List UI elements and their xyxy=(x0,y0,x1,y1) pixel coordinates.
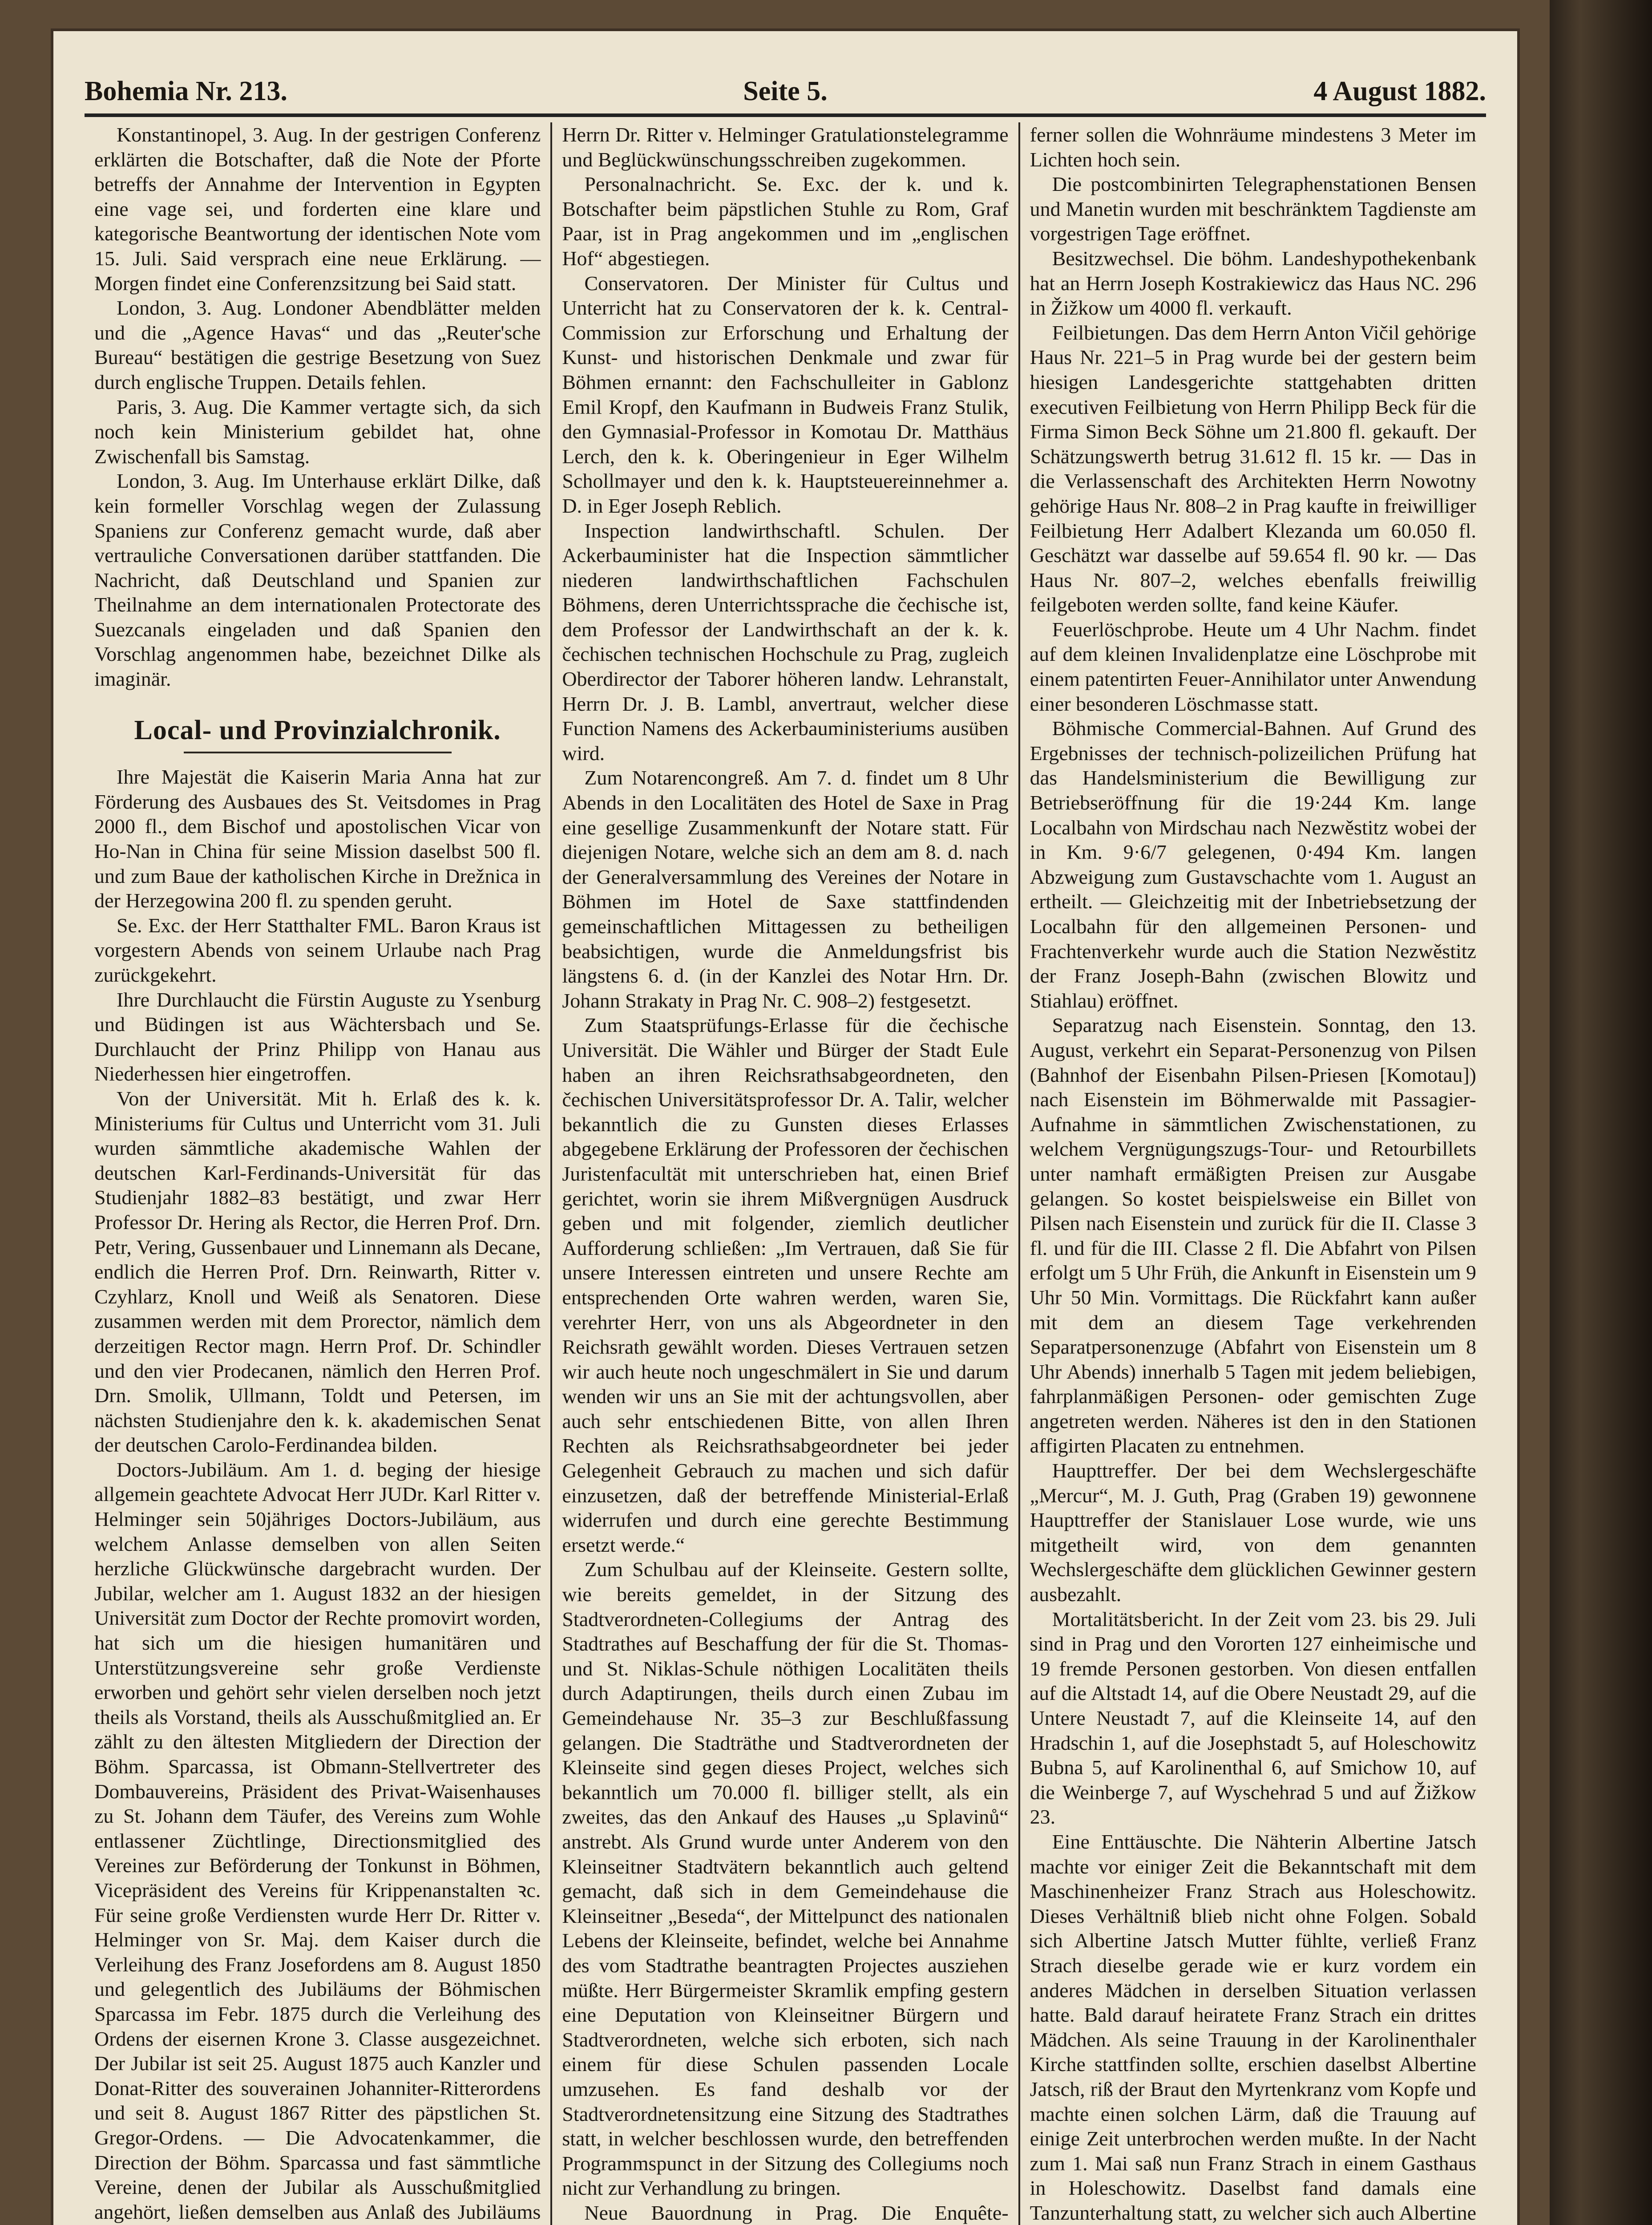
news-mortalitaet: Mortalitätsbericht. In der Zeit vom 23. bis 29. Juli sind in Prag und den Vororten 127 einheimische und 19 fremde Personen gestorben. Von diesen entfallen auf die Altstadt 14, auf die Obere Neustadt 29, auf die Untere Neustadt 7, auf die Kleinseite 14, auf den Hradschin 1, auf die Josephstadt 5, auf Holeschowitz Bubna 5, auf Karolinenthal 6, auf Smichow 10, auf die Weinberge 7, auf Wyschehrad 5 und auf Žižkow 23. xyxy=(1030,1607,1476,1829)
news-feilbietungen: Feilbietungen. Das dem Herrn Anton Vičil gehörige Haus Nr. 221–5 in Prag wurde bei der gestern beim hiesigen Landesgerichte stattgehabten dritten executiven Feilbietung von Herrn Philipp Beck für die Firma Simon Beck Söhne um 21.800 fl. gekauft. Der Schätzungswerth betrug 31.612 fl. 15 kr. — Das in die Verlassenschaft des Architekten Herrn Nowotny gehörige Haus Nr. 808–2 in Prag kaufte in freiwilliger Feilbietung Herr Adalbert Klezanda um 60.050 fl. Geschätzt war dasselbe auf 59.654 fl. 90 kr. — Das Haus Nr. 807–2, welches ebenfalls freiwillig feilgeboten werden sollte, fand keine Käufer. xyxy=(1030,321,1476,616)
news-personalnachricht: Personalnachricht. Se. Exc. der k. und k. Botschafter beim päpstlichen Stuhle zu Rom, Graf Paar, ist in Prag angekommen und im „englischen Hof“ abgestiegen. xyxy=(562,173,1009,270)
section-rule xyxy=(184,752,452,753)
article-columns xyxy=(85,122,1486,2225)
page-header xyxy=(85,60,1486,117)
header-page-number: Seite 5. xyxy=(743,76,828,106)
news-feuerloeschprobe: Feuerlöschprobe. Heute um 4 Uhr Nachm. findet auf dem kleinen Invalidenplatze eine Löschprobe mit einem patentirten Feuer-Annihilator unter Anwendung einer besonderen Löschmasse statt. xyxy=(1030,618,1476,715)
news-inspection: Inspection landwirthschaftl. Schulen. Der Ackerbauminister hat die Inspection sämmtlicher niederen landwirthschaftlichen Fachschulen Böhmens, deren Unterrichtssprache die čechische ist, dem Professor der Landwirthschaft an der k. k. čechischen technischen Hochschule zu Prag, zugleich Oberdirector der Taborer höheren landw. Lehranstalt, Herrn Dr. J. B. Lambl, anvertraut, welcher diese Function Namens des Ackerbauministeriums ausüben wird. xyxy=(562,519,1009,765)
news-schulbau: Zum Schulbau auf der Kleinseite. Gestern sollte, wie bereits gemeldet, in der Sitzung des Stadtverordneten-Collegiums der Antrag des Stadtrathes auf Beschaffung der für die St. Thomas- und St. Niklas-Schule nöthigen Localitäten theils durch Adaptirungen, theils durch einen Zubau im Gemeindehause Nr. 35–3 zur Beschlußfassung gelangen. Die Stadträthe und Stadtverordneten der Kleinseite sind gegen dieses Project, welches sich bekanntlich um 70.000 fl. billiger stellt, als ein zweites, das den Ankauf des Hauses „u Splavinů“ anstrebt. Als Grund wurde unter Anderem von den Kleinseitner Stadtvätern bekanntlich auch geltend gemacht, daß sich in dem Gemeindehause die Kleinseitner „Beseda“, der Mittelpunct des nationalen Lebens der Kleinseite, befindet, welche bei Annahme des vom Stadtrathe beantragten Projectes ausziehen müßte. Herr Bürgermeister Skramlik empfing gestern eine Deputation von Kleinseitner Bürgern und Stadtverordneten, welche sich erboten, sich nach einem für diese Schulen passenden Locale umzusehen. Es fand deshalb vor der Stadtverordnetensitzung eine Sitzung des Stadtrathes statt, in welcher beschlossen wurde, den betreffenden Programmspunct in der Sitzung des Collegiums noch nicht zur Verhandlung zu bringen. xyxy=(562,1558,1009,2200)
column-2 xyxy=(550,122,1018,2225)
news-haupttreffer: Haupttreffer. Der bei dem Wechslergeschäfte „Mercur“, M. J. Guth, Prag (Graben 19) gewonnene Haupttreffer der Stanislauer Lose wurde, wie uns mitgetheilt wird, von dem genannten Wechslergeschäfte dem glücklichen Gewinner gestern ausbezahlt. xyxy=(1030,1459,1476,1606)
news-statthalter: Se. Exc. der Herr Statthalter FML. Baron Kraus ist vorgestern Abends von seinem Urlaube nach Prag zurückgekehrt. xyxy=(94,914,541,986)
section-title: Local- und Provinzialchronik. xyxy=(134,715,501,745)
column-1 xyxy=(85,122,550,2225)
news-kaiserin: Ihre Majestät die Kaiserin Maria Anna hat zur Förderung des Ausbaues des St. Veitsdomes in Prag 2000 fl., dem Bischof und apostolischen Vicar von Ho-Nan in China für seine Mission daselbst 500 fl. und zum Baue der katholischen Kirche in Drežnica in der Herzegowina 200 fl. zu spenden geruht. xyxy=(94,765,541,912)
news-doctors-jubilaeum: Doctors-Jubiläum. Am 1. d. beging der hiesige allgemein geachtete Advocat Herr JUDr. Karl Ritter v. Helminger sein 50jähriges Doctors-Jubiläum, aus welchem Anlasse demselben von allen Seiten herzliche Glückwünsche dargebracht wurden. Der Jubilar, welcher am 1. August 1832 an der hiesigen Universität zum Doctor der Rechte promovirt worden, hat sich um die hiesigen humanitären und Unterstützungsvereine sehr große Verdienste erworben und gehört sehr vielen derselben noch jetzt theils als Vorstand, theils als Ausschußmitglied an. Er zählt zu den ältesten Mitgliedern der Direction der Böhm. Sparcassa, ist Obmann-Stellvertreter des Dombauvereins, Präsident des Privat-Waisenhauses zu St. Johann dem Täufer, des Vereins zum Wohle entlassener Züchtlinge, Directionsmitglied des Vereines zur Beförderung der Tonkunst in Böhmen, Vicepräsident des Vereins für Krippenanstalten ꝛc. Für seine große Verdiensten wurde Herr Dr. Ritter v. Helminger von Sr. Maj. dem Kaiser durch die Verleihung des Franz Josefordens am 8. August 1850 und gelegentlich des Jubiläums der Böhmischen Sparcassa im Febr. 1875 durch die Verleihung des Ordens der eisernen Krone 3. Classe ausgezeichnet. Der Jubilar ist seit 25. August 1875 auch Kanzler und Donat-Ritter des souverainen Johanniter-Ritterordens und seit 8. August 1867 Ritter des päpstlichen St. Gregor-Ordens. — Die Advocatenkammer, die Direction der Böhm. Sparcassa und fast sämmtliche Vereine, denen der Jubilar als Ausschußmitglied angehört, ließen demselben aus Anlaß des Jubiläums xyxy=(94,1458,541,2223)
news-besitzwechsel: Besitzwechsel. Die böhm. Landeshypothekenbank hat an Herrn Joseph Kostrakiewicz das Haus NC. 296 in Žižkow um 4000 fl. verkauft. xyxy=(1030,247,1476,320)
news-separatzug: Separatzug nach Eisenstein. Sonntag, den 13. August, verkehrt ein Separat-Personenzug von Pilsen (Bahnhof der Eisenbahn Pilsen-Priesen [Komotau]) nach Eisenstein im Böhmerwalde mit Passagier-Aufnahme in sämmtlichen Zwischenstationen, zu welchem Vergnügungszugs-Tour- und Retourbillets unter namhaft ermäßigten Preisen zur Ausgabe gelangen. So kostet beispielsweise ein Billet von Pilsen nach Eisenstein und zurück für die II. Classe 3 fl. und für die III. Classe 2 fl. Die Abfahrt von Pilsen erfolgt um 5 Uhr Früh, die Ankunft in Eisenstein um 9 Uhr 50 Min. Vormittags. Die Rückfahrt kann außer mit dem an diesem Tage verkehrenden Separatpersonenzuge (Abfahrt von Eisenstein um 8 Uhr Abends) innerhalb 5 Tagen mit jedem beliebigen, fahrplanmäßigen Personen- oder gemischten Zuge angetreten werden. Näheres ist den in den Stationen affigirten Placaten zu entnehmen. xyxy=(1030,1014,1476,1457)
news-london-1: London, 3. Aug. Londoner Abendblätter melden und die „Agence Havas“ und das „Reuter'sche Bureau“ bestätigen die gestrige Besetzung von Suez durch englische Truppen. Details fehlen. xyxy=(94,296,541,393)
news-london-2: London, 3. Aug. Im Unterhause erklärt Dilke, daß kein formeller Vorschlag wegen der Zulassung Spaniens zur Conferenz gemacht wurde, daß aber vertrauliche Conversationen darüber stattfanden. Die Nachricht, daß Deutschland und Spanien zur Theilnahme an dem internationalen Protectorate des Suezcanals eingeladen und daß Spanien den Vorschlag angenommen habe, bezeichnet Dilke als imaginär. xyxy=(94,469,541,691)
news-konstantinopel: Konstantinopel, 3. Aug. In der gestrigen Conferenz erklärten die Botschafter, daß die Note der Pforte betreffs der Annahme der Intervention in Egypten eine vage sei, und forderten eine klare und kategorische Beantwortung der identischen Note vom 15. Juli. Said versprach eine neue Erklärung. — Morgen findet eine Conferenzsitzung bei Said statt. xyxy=(94,123,541,295)
news-conservatoren: Conservatoren. Der Minister für Cultus und Unterricht hat zu Conservatoren der k. k. Central-Commission zur Erforschung und Erhaltung der Kunst- und historischen Denkmale und zwar für Böhmen ernannt: den Fachschulleiter in Gablonz Emil Kropf, den Kaufmann in Budweis Franz Stulik, den Gymnasial-Professor in Komotau Dr. Matthäus Lerch, den k. k. Oberingenieur in Eger Wilhelm Schollmayer und den k. k. Hauptsteuereinnehmer a. D. in Eger Joseph Reblich. xyxy=(562,271,1009,517)
book-spine xyxy=(1550,0,1652,2225)
header-issue: Bohemia Nr. 213. xyxy=(85,76,287,106)
newspaper-page xyxy=(53,31,1517,2225)
news-paris: Paris, 3. Aug. Die Kammer vertagte sich, da sich noch kein Ministerium gebildet hat, ohne Zwischenfall bis Samstag. xyxy=(94,395,541,468)
news-fuerstin: Ihre Durchlaucht die Fürstin Auguste zu Ysenburg und Büdingen ist aus Wächtersbach und Se. Durchlaucht der Prinz Philipp von Hanau aus Niederhessen hier eingetroffen. xyxy=(94,988,541,1085)
news-commercial-bahnen: Böhmische Commercial-Bahnen. Auf Grund des Ergebnisses der technisch-polizeilichen Prüfung hat das Handelsministerium die Bewilligung zur Betriebseröffnung für die 19·244 Km. lange Localbahn von Mirdschau nach Nezwěstitz wobei der in Km. 9·6/7 gelegenen, 0·494 Km. langen Abzweigung zum Gustavschachte vom 1. August an ertheilt. — Gleichzeitig mit der Inbetriebsetzung der Localbahn für den allgemeinen Personen- und Frachtenverkehr wurde auch die Station Nezwěstitz der Franz Joseph-Bahn (zwischen Blowitz und Stiahlau) eröffnet. xyxy=(1030,717,1476,1012)
news-bauordnung: Neue Bauordnung in Prag. Die Enquête- xyxy=(584,2201,1009,2224)
news-staatspruefung: Zum Staatsprüfungs-Erlasse für die čechische Universität. Die Wähler und Bürger der Stadt Eule haben an ihren Reichsrathsabgeordneten, den čechischen Universitätsprofessor Dr. A. Talir, welcher bekanntlich die zu Gunsten dieses Erlasses abgegebene Erklärung der Professoren der čechischen Juristenfacultät mit unterschrieben hat, einen Brief gerichtet, worin sie ihrem Mißvergnügen Ausdruck geben und mit folgender, ziemlich deutlicher Aufforderung schließen: „Im Vertrauen, daß Sie für unsere Interessen eintreten und unsere Rechte am entsprechenden Orte wahren werden, waren Sie, verehrter Herr, von uns als Abgeordneter in den Reichsrath gewählt worden. Dieses Vertrauen setzen wir auch heute noch ungeschmälert in Sie und darum wenden wir uns an Sie mit der achtungsvollen, aber auch sehr entschiedenen Bitte, von allen Ihren Rechten als Reichsrathsabgeordneter bei jeder Gelegenheit Gebrauch zu machen und sich dafür einzusetzen, daß der betreffende Ministerial-Erlaß widerrufen und durch eine gerechte Bestimmung ersetzt werde.“ xyxy=(562,1014,1009,1556)
news-telegraphenstationen: Die postcombinirten Telegraphenstationen Bensen und Manetin wurden mit beschränktem Tagdienste am vorgestrigen Tage eröffnet. xyxy=(1030,173,1476,245)
news-notarencongress: Zum Notarencongreß. Am 7. d. findet um 8 Uhr Abends in den Localitäten des Hotel de Saxe in Prag eine gesellige Zusammenkunft der Notare statt. Für diejenigen Notare, welche sich an dem am 8. d. nach der Generalversammlung des Vereines der Notare in Böhmen im Hotel de Saxe stattfindenden gemeinschaftlichen Mittagessen zu betheiligen beabsichtigen, wurde die Anmeldungsfrist bis längstens 6. d. (in der Kanzlei des Notar Hrn. Dr. Johann Strakaty in Prag Nr. C. 908–2) festgesetzt. xyxy=(562,766,1009,1012)
column-3 xyxy=(1018,122,1486,2225)
header-date: 4 August 1882. xyxy=(1313,76,1486,106)
news-universitaet: Von der Universität. Mit h. Erlaß des k. k. Ministeriums für Cultus und Unterricht vom 31. Juli wurden sämmtliche akademische Wahlen der deutschen Karl-Ferdinands-Universität für das Studienjahr 1882–83 bestätigt, und zwar Herr Professor Dr. Hering als Rector, die Herren Prof. Drn. Petr, Vering, Gussenbauer und Linnemann als Decane, endlich die Herren Prof. Drn. Reinwarth, Ritter v. Czyhlarz, Knoll und Weiß als Senatoren. Diese zusammen werden mit dem Prorector, nämlich dem derzeitigen Rector magn. Herrn Prof. Dr. Schindler und den vier Prodecanen, nämlich den Herren Prof. Drn. Smolik, Ullmann, Toldt und Petersen, im nächsten Studienjahre den k. k. akademischen Senat der deutschen Carolo-Ferdinandea bilden. xyxy=(94,1087,541,1456)
news-bauordnung-cont: ferner sollen die Wohnräume mindestens 3 Meter im Lichten hoch sein. xyxy=(1030,123,1476,171)
news-enttaeuschte: Eine Enttäuschte. Die Nähterin Albertine Jatsch machte vor einiger Zeit die Bekanntschaft mit dem Maschinenheizer Franz Strach aus Holeschowitz. Dieses Verhältniß blieb nicht ohne Folgen. Sobald sich Albertine Jatsch Mutter fühlte, verließ Franz Strach dieselbe gerade wie er kurz vordem ein anderes Mädchen in derselben Situation verlassen hatte. Bald darauf heiratete Franz Strach ein drittes Mädchen. Als seine Trauung in der Karolinenthaler Kirche stattfinden sollte, erschien daselbst Albertine Jatsch, riß der Braut den Myrtenkranz vom Kopfe und machte einen solchen Lärm, daß die Trauung auf einige Zeit unterbrochen werden mußte. In der Nacht zum 1. Mai saß nun Franz Strach in einem Gasthaus in Holeschowitz. Daselbst fand damals eine Tanzunterhaltung statt, zu welcher sich auch Albertine xyxy=(1030,1830,1476,2224)
news-jubilaeum-cont: Herrn Dr. Ritter v. Helminger Gratulationstelegramme und Beglückwünschungsschreiben zugekommen. xyxy=(562,123,1009,171)
